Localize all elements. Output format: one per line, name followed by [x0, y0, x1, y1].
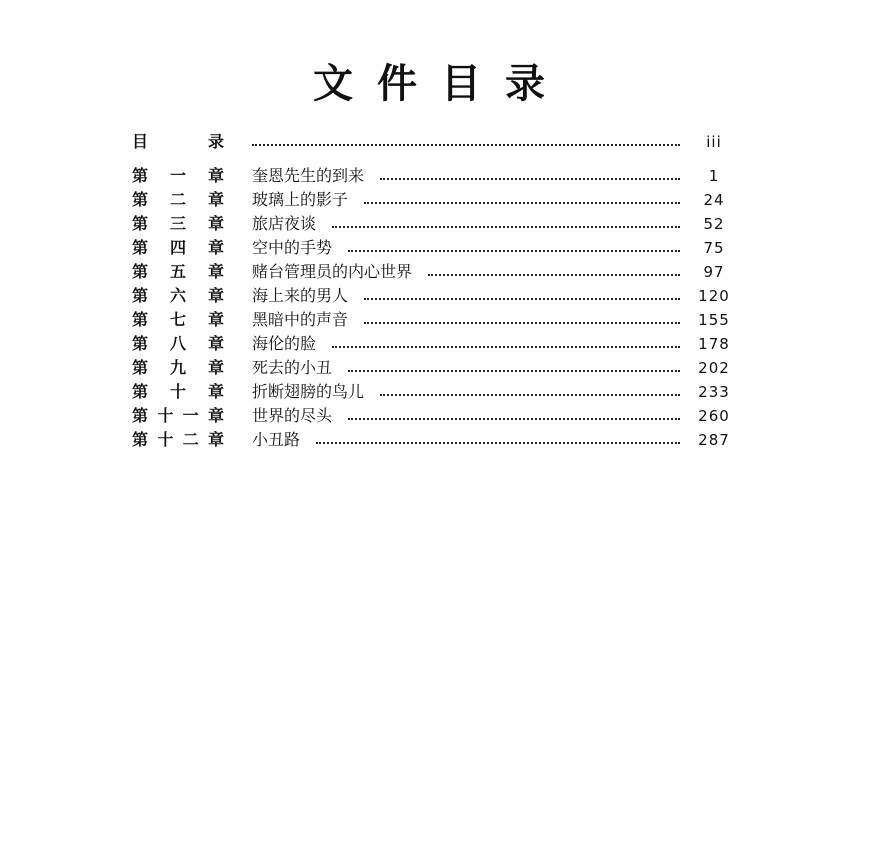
chapter-label: 第 三 章 [132, 214, 224, 233]
chapter-title: 海伦的脸 [252, 334, 317, 353]
chapter-title: 空中的手势 [252, 238, 333, 257]
dot-leader [252, 130, 680, 154]
dot-leader [356, 308, 680, 332]
page-title: 文件目录 [313, 60, 569, 107]
toc-row-chapter[interactable] [132, 188, 742, 212]
chapter-page-number: 202 [698, 359, 730, 377]
toc-row-chapter[interactable] [132, 308, 742, 332]
toc-row-chapter[interactable] [132, 428, 742, 452]
toc-row-chapter[interactable] [132, 164, 742, 188]
toc-row-contents[interactable] [132, 130, 742, 154]
chapter-label: 第 九 章 [132, 358, 224, 377]
chapter-title: 世界的尽头 [252, 406, 333, 425]
dot-leader [372, 380, 680, 404]
chapter-title: 赌台管理员的内心世界 [252, 262, 413, 281]
chapter-label: 第 二 章 [132, 190, 224, 209]
chapter-title: 黑暗中的声音 [252, 310, 349, 329]
toc-row-chapter[interactable] [132, 236, 742, 260]
toc-row-chapter[interactable] [132, 260, 742, 284]
chapter-label: 第 十 二 章 [132, 430, 224, 449]
dot-leader [340, 356, 680, 380]
toc-row-chapter[interactable] [132, 380, 742, 404]
dot-leader [340, 404, 680, 428]
chapter-label: 第 四 章 [132, 238, 224, 257]
chapter-label: 第 五 章 [132, 262, 224, 281]
chapter-title: 小丑路 [252, 430, 301, 449]
chapter-page-number: 233 [698, 383, 730, 401]
toc-row-chapter[interactable] [132, 356, 742, 380]
toc-row-chapter[interactable] [132, 332, 742, 356]
dot-leader [420, 260, 680, 284]
chapter-page-number: 1 [708, 167, 720, 185]
chapter-label: 第 十 一 章 [132, 406, 224, 425]
chapter-title: 旅店夜谈 [252, 214, 317, 233]
chapter-title: 死去的小丑 [252, 358, 333, 377]
chapter-page-number: 260 [698, 407, 730, 425]
chapter-label: 第 八 章 [132, 334, 224, 353]
chapter-page-number: 52 [703, 215, 725, 233]
chapter-label: 第 六 章 [132, 286, 224, 305]
toc-row-chapter[interactable] [132, 284, 742, 308]
chapter-page-number: 120 [698, 287, 730, 305]
chapter-page-number: 97 [703, 263, 725, 281]
toc-page-number: iii [706, 133, 722, 151]
dot-leader [356, 284, 680, 308]
chapter-list [132, 164, 742, 452]
dot-leader [340, 236, 680, 260]
chapter-label: 第 七 章 [132, 310, 224, 329]
chapter-label: 第 十 章 [132, 382, 224, 401]
chapter-page-number: 178 [698, 335, 730, 353]
dot-leader [308, 428, 680, 452]
dot-leader [356, 188, 680, 212]
chapter-title: 折断翅膀的鸟儿 [252, 382, 365, 401]
toc-contents-label: 目 录 [132, 132, 224, 151]
chapter-title: 玻璃上的影子 [252, 190, 349, 209]
toc-row-chapter[interactable] [132, 212, 742, 236]
dot-leader [372, 164, 680, 188]
toc-row-chapter[interactable] [132, 404, 742, 428]
chapter-page-number: 75 [703, 239, 725, 257]
chapter-page-number: 155 [698, 311, 730, 329]
dot-leader [324, 332, 680, 356]
chapter-page-number: 287 [698, 431, 730, 449]
chapter-title: 奎恩先生的到来 [252, 166, 365, 185]
chapter-page-number: 24 [703, 191, 725, 209]
dot-leader [324, 212, 680, 236]
chapter-title: 海上来的男人 [252, 286, 349, 305]
chapter-label: 第 一 章 [132, 166, 224, 185]
table-of-contents [132, 130, 742, 452]
